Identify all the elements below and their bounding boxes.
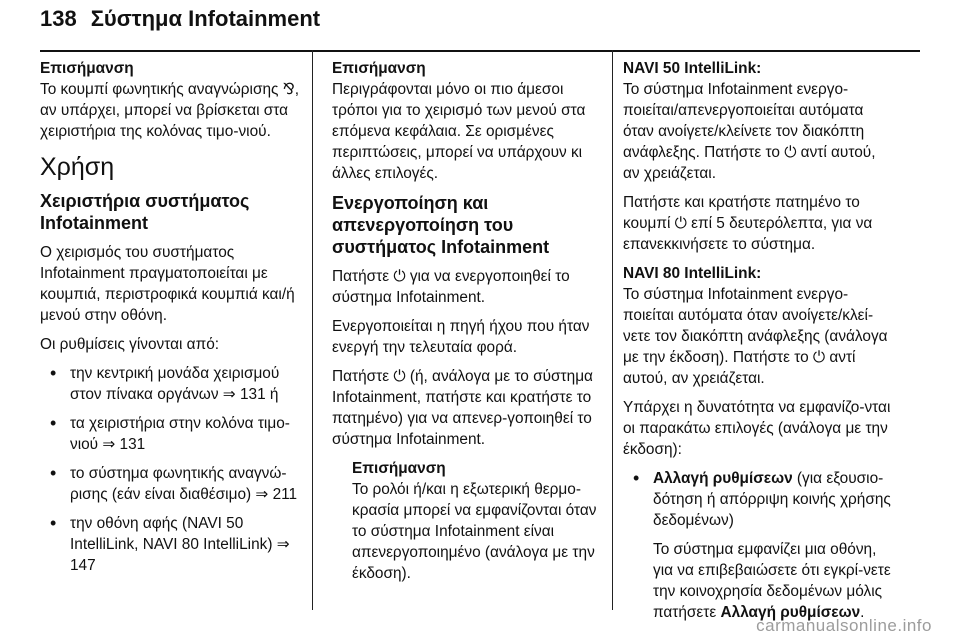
column-right xyxy=(623,58,891,631)
list-item: • τα χειριστήρια στην κολόνα τιμο-νιού ⇒ 131 xyxy=(40,413,302,455)
subsection-title: Ενεργοποίηση και απενεργοποίηση του συστήματος Infotainment xyxy=(332,193,550,257)
paragraph: Οι ρυθμίσεις γίνονται από: xyxy=(40,336,220,353)
page-header xyxy=(40,6,920,52)
page-title: Σύστημα Infotainment xyxy=(90,6,321,31)
bullet-bold-text: Αλλαγή ρυθμίσεων xyxy=(653,470,793,487)
navi50-block xyxy=(623,58,891,184)
column-middle xyxy=(332,58,600,592)
list-item: • το σύστημα φωνητικής αναγνώ-ρισης (εάν είναι διαθέσιμο) ⇒ 211 xyxy=(40,463,302,505)
navi80-text: Το σύστημα Infotainment ενεργο-ποιείται αυτόματα όταν ανοίγετε/κλεί-νετε τον διακόπτη ανάφλεξης (ανάλογα με την έκδοση). Πατήστε το ⏻ αντί αυτού, αν χρειάζεται. xyxy=(623,286,888,387)
navi50-label: NAVI 50 IntelliLink: xyxy=(623,60,762,77)
paragraph: Υπάρχει η δυνατότητα να εμφανίζο-νται οι παρακάτω επιλογές (ανάλογα με την έκδοση): xyxy=(623,399,891,458)
paragraph: Πατήστε ⏻ για να ενεργοποιηθεί το σύστημα Infotainment. xyxy=(332,268,570,306)
note-text: Το ρολόι ή/και η εξωτερική θερμο-κρασία μπορεί να εμφανίζονται όταν το σύστημα Infotainment είναι απενεργοποιημένο (ανάλογα με την έκδοση). xyxy=(352,481,597,582)
subsection-title: Χειριστήρια συστήματος Infotainment xyxy=(40,191,250,233)
paragraph: Ενεργοποιείται η πηγή ήχου που ήταν ενεργή την τελευταία φορά. xyxy=(332,318,590,356)
section-title: Χρήση xyxy=(40,153,115,181)
list-item: • την οθόνη αφής (NAVI 50 IntelliLink, NAVI 80 IntelliLink) ⇒ 147 xyxy=(40,513,302,576)
note-box xyxy=(332,58,600,184)
bullet-list xyxy=(40,363,302,576)
list-item: • την κεντρική μονάδα χειρισμού στον πίνακα οργάνων ⇒ 131 ή xyxy=(40,363,302,405)
column-divider xyxy=(312,50,313,610)
bullet-list xyxy=(623,468,891,531)
navi50-text: Το σύστημα Infotainment ενεργο-ποιείται/απενεργοποιείται αυτόματα όταν ανοίγετε/κλείνετε τον διακόπτη ανάφλεξης. Πατήστε το ⏻ αντί αυτού, αν χρειάζεται. xyxy=(623,81,876,182)
paragraph: Πατήστε και κρατήστε πατημένο το κουμπί ⏻ επί 5 δευτερόλεπτα, για να επανεκκινήσετε το σύστημα. xyxy=(623,194,873,253)
column-divider xyxy=(612,50,613,610)
note-text: Περιγράφονται μόνο οι πιο άμεσοι τρόποι για το χειρισμό των μενού στα επόμενα κεφάλαια. Σε ορισμένες περιπτώσεις, μπορεί να υπάρχουν κι άλλες επιλογές. xyxy=(332,81,586,182)
paragraph: Ο χειρισμός του συστήματος Infotainment πραγματοποιείται με κουμπιά, περιστροφικά κουμπιά και/ή μενού στην οθόνη. xyxy=(40,244,295,324)
list-item xyxy=(623,468,891,531)
note-label: Επισήμανση xyxy=(332,60,426,77)
navi80-label: NAVI 80 IntelliLink: xyxy=(623,265,762,282)
note-label: Επισήμανση xyxy=(352,460,446,477)
follow-end: . xyxy=(860,604,865,621)
page-number: 138 xyxy=(40,6,77,31)
note-box xyxy=(40,58,302,142)
follow-bold-text: Αλλαγή ρυθμίσεων xyxy=(720,604,861,621)
watermark: carmanualsonline.info xyxy=(756,616,932,635)
follow-text: Το σύστημα εμφανίζει μια οθόνη, για να επιβεβαιώσετε ότι εγκρί-νετε την κοινοχρησία δεδομένων μόλις πατήσετε xyxy=(653,541,891,621)
paragraph xyxy=(623,539,891,623)
note-text: Το κουμπί φωνητικής αναγνώρισης ⅋, αν υπάρχει, μπορεί να βρίσκεται στα χειριστήρια της κολόνας τιμο-νιού. xyxy=(40,81,300,140)
navi80-block xyxy=(623,263,891,389)
note-label: Επισήμανση xyxy=(40,60,134,77)
bullet-text: (για εξουσιο-δότηση ή απόρριψη κοινής χρήσης δεδομένων) xyxy=(653,470,891,529)
column-left xyxy=(40,58,302,584)
note-box xyxy=(332,458,600,584)
paragraph: Πατήστε ⏻ (ή, ανάλογα με το σύστημα Infotainment, πατήστε και κρατήστε το πατημένο) για να απενερ-γοποιηθεί το σύστημα Infotainment. xyxy=(332,368,593,448)
